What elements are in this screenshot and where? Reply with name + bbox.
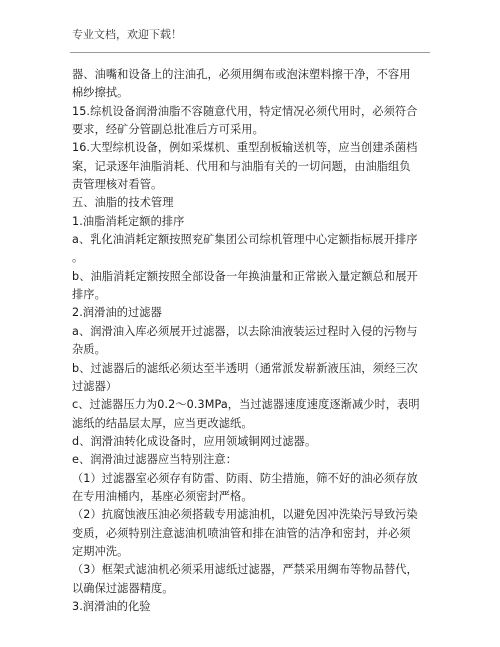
text-line: e、润滑油过滤器应当特别注意：	[72, 453, 238, 467]
text-line: 15.综机设备润滑油脂不容随意代用，特定情况必须代用时，必须符合	[72, 104, 418, 118]
text-line: 定期冲洗。	[72, 544, 129, 558]
text-line: 要求，经矿分管副总批准后方可采用。	[72, 123, 264, 137]
text-line: 排序。	[72, 288, 106, 302]
text-line: 五、油脂的技术管理	[72, 196, 174, 210]
text-line: a、润滑油入库必须展开过滤器，以去除油液装运过程时入侵的污物与	[72, 324, 418, 338]
document-body	[72, 66, 434, 616]
text-line: 。	[72, 251, 84, 265]
text-line: （1）过滤器室必须存有防雷、防雨、防尘措施，筛不好的油必须存放	[72, 471, 418, 485]
text-line: b、过滤器后的滤纸必须达至半透明（通常派发崭新液压油，须经三次	[72, 361, 418, 375]
text-line: 过滤器）	[72, 379, 118, 393]
text-line: 3.润滑油的化验	[72, 599, 151, 613]
header-divider	[70, 52, 430, 53]
text-line: d、润滑油转化成设备时，应用领域铜网过滤器。	[72, 434, 317, 448]
text-line: 以确保过滤器精度。	[72, 581, 174, 595]
text-line: 棉纱擦拭。	[72, 86, 129, 100]
text-line: 责管理核对看管。	[72, 178, 163, 192]
text-line: （3）框架式滤油机必须采用滤纸过滤器，严禁采用绸布等物品替代，	[72, 563, 418, 577]
text-line: 案，记录逐年油脂消耗、代用和与油脂有关的一切问题，由油脂组负	[72, 159, 411, 173]
text-line: 变质，必须特别注意滤油机喷油管和排在油管的洁净和密封，并必须	[72, 526, 411, 540]
text-line: 杂质。	[72, 343, 106, 357]
text-line: a、乳化油消耗定额按照兖矿集团公司综机管理中心定额指标展开排序	[72, 233, 418, 247]
text-line: 器、油嘴和设备上的注油孔，必须用绸布或泡沫塑料擦干净，不容用	[72, 68, 411, 81]
text-line: 16.大型综机设备，例如采煤机、重型刮板输送机等，应当创建杀菌档	[72, 141, 418, 155]
text-line: 1.油脂消耗定额的排序	[72, 214, 185, 228]
text-line: 在专用油桶内，基座必须密封严格。	[72, 489, 253, 503]
text-line: 滤纸的结晶层太厚，应当更改滤纸。	[72, 416, 253, 430]
text-line: b、油脂消耗定额按照全部设备一年换油量和正常嵌入量定额总和展开	[72, 269, 418, 283]
text-line: 2.润滑油的过滤器	[72, 306, 162, 320]
text-line: c、过滤器压力为0.2～0.3MPa，当过滤器速度速度逐渐减少时，表明	[72, 398, 420, 412]
text-line: （2）抗腐蚀液压油必须搭载专用滤油机，以避免因冲洗染污导致污染	[72, 508, 418, 522]
page-header: 专业文档，欢迎下载！	[72, 28, 182, 41]
